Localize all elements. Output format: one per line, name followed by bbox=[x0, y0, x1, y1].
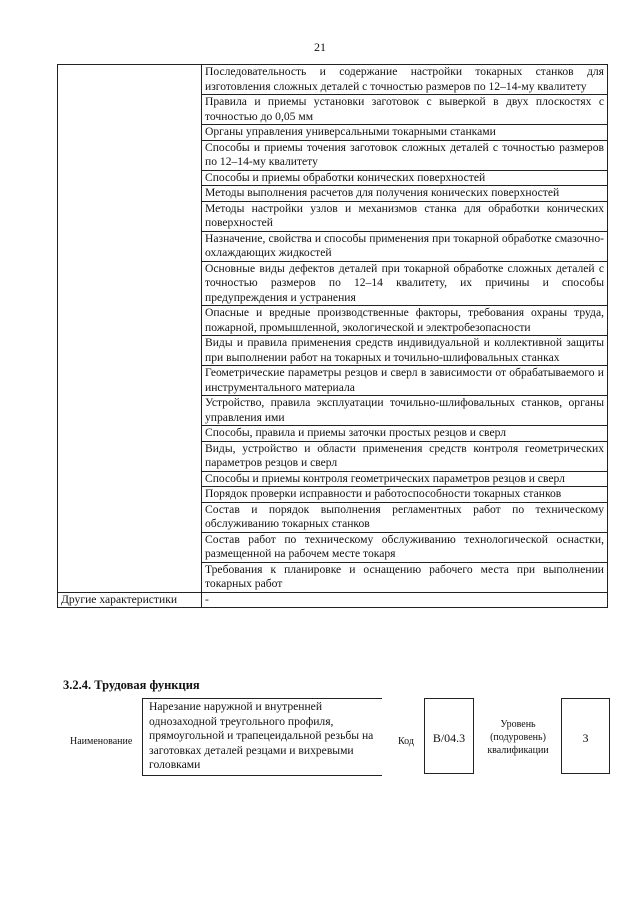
other-characteristics-label: Другие характеристики bbox=[58, 592, 202, 608]
qualification-level-value: 3 bbox=[561, 698, 610, 774]
table-row bbox=[58, 65, 608, 95]
requirements-table bbox=[57, 64, 608, 608]
requirement-item: Способы и приемы точения заготовок сложных деталей с точностью размеров по 12–14-му квалитету bbox=[202, 140, 608, 170]
requirement-item: Органы управления универсальными токарными станками bbox=[202, 125, 608, 141]
code-value: B/04.3 bbox=[424, 698, 474, 774]
section-title: 3.2.4. Трудовая функция bbox=[63, 678, 200, 692]
requirement-item: Основные виды дефектов деталей при токарной обработке сложных деталей с точностью размеров по 12–14 квалитету, их причины и способы предупреждения и устранения bbox=[202, 261, 608, 306]
requirement-item: Способы, правила и приемы заточки простых резцов и сверл bbox=[202, 426, 608, 442]
name-value: Нарезание наружной и внутренней однозаходной треугольного профиля, прямоугольной и трапецеидальной резьбы на заготовках деталей резцами и вихревыми головками bbox=[142, 698, 382, 776]
requirement-item: Состав и порядок выполнения регламентных работ по техническому обслуживанию токарных станков bbox=[202, 502, 608, 532]
qualification-level-label: Уровень (подуровень) квалификации bbox=[487, 719, 549, 756]
requirements-label-cell bbox=[58, 65, 202, 593]
page-number: 21 bbox=[314, 40, 326, 54]
requirement-item: Требования к планировке и оснащению рабочего места при выполнении токарных работ bbox=[202, 562, 608, 592]
requirement-item: Состав работ по техническому обслуживанию технологической оснастки, размещенной на рабочем месте токаря bbox=[202, 532, 608, 562]
requirement-item: Способы и приемы контроля геометрических параметров резцов и сверл bbox=[202, 471, 608, 487]
requirement-item: Способы и приемы обработки конических поверхностей bbox=[202, 170, 608, 186]
requirement-item: Последовательность и содержание настройки токарных станков для изготовления сложных деталей с точностью размеров по 12–14-му квалитету bbox=[202, 65, 608, 95]
requirement-item: Методы настройки узлов и механизмов станка для обработки конических поверхностей bbox=[202, 201, 608, 231]
table-row-other bbox=[58, 592, 608, 608]
requirement-item: Правила и приемы установки заготовок с выверкой в двух плоскостях с точностью до 0,05 мм bbox=[202, 95, 608, 125]
requirement-item: Геометрические параметры резцов и сверл в зависимости от обрабатываемого и инструментального материала bbox=[202, 366, 608, 396]
name-label: Наименование bbox=[70, 736, 133, 747]
requirement-item: Порядок проверки исправности и работоспособности токарных станков bbox=[202, 487, 608, 503]
requirement-item: Назначение, свойства и способы применения при токарной обработке смазочно-охлаждающих жидкостей bbox=[202, 231, 608, 261]
requirement-item: Виды, устройство и области применения средств контроля геометрических параметров резцов и сверл bbox=[202, 441, 608, 471]
requirement-item: Виды и правила применения средств индивидуальной и коллективной защиты при выполнении работ на токарных и точильно-шлифовальных станках bbox=[202, 336, 608, 366]
requirement-item: Методы выполнения расчетов для получения конических поверхностей bbox=[202, 186, 608, 202]
requirement-item: Устройство, правила эксплуатации точильно-шлифовальных станков, органы управления ими bbox=[202, 396, 608, 426]
other-characteristics-value: - bbox=[202, 592, 608, 608]
requirement-item: Опасные и вредные производственные факторы, требования охраны труда, пожарной, промышленной, экологической и электробезопасности bbox=[202, 306, 608, 336]
code-label: Код bbox=[398, 736, 414, 747]
